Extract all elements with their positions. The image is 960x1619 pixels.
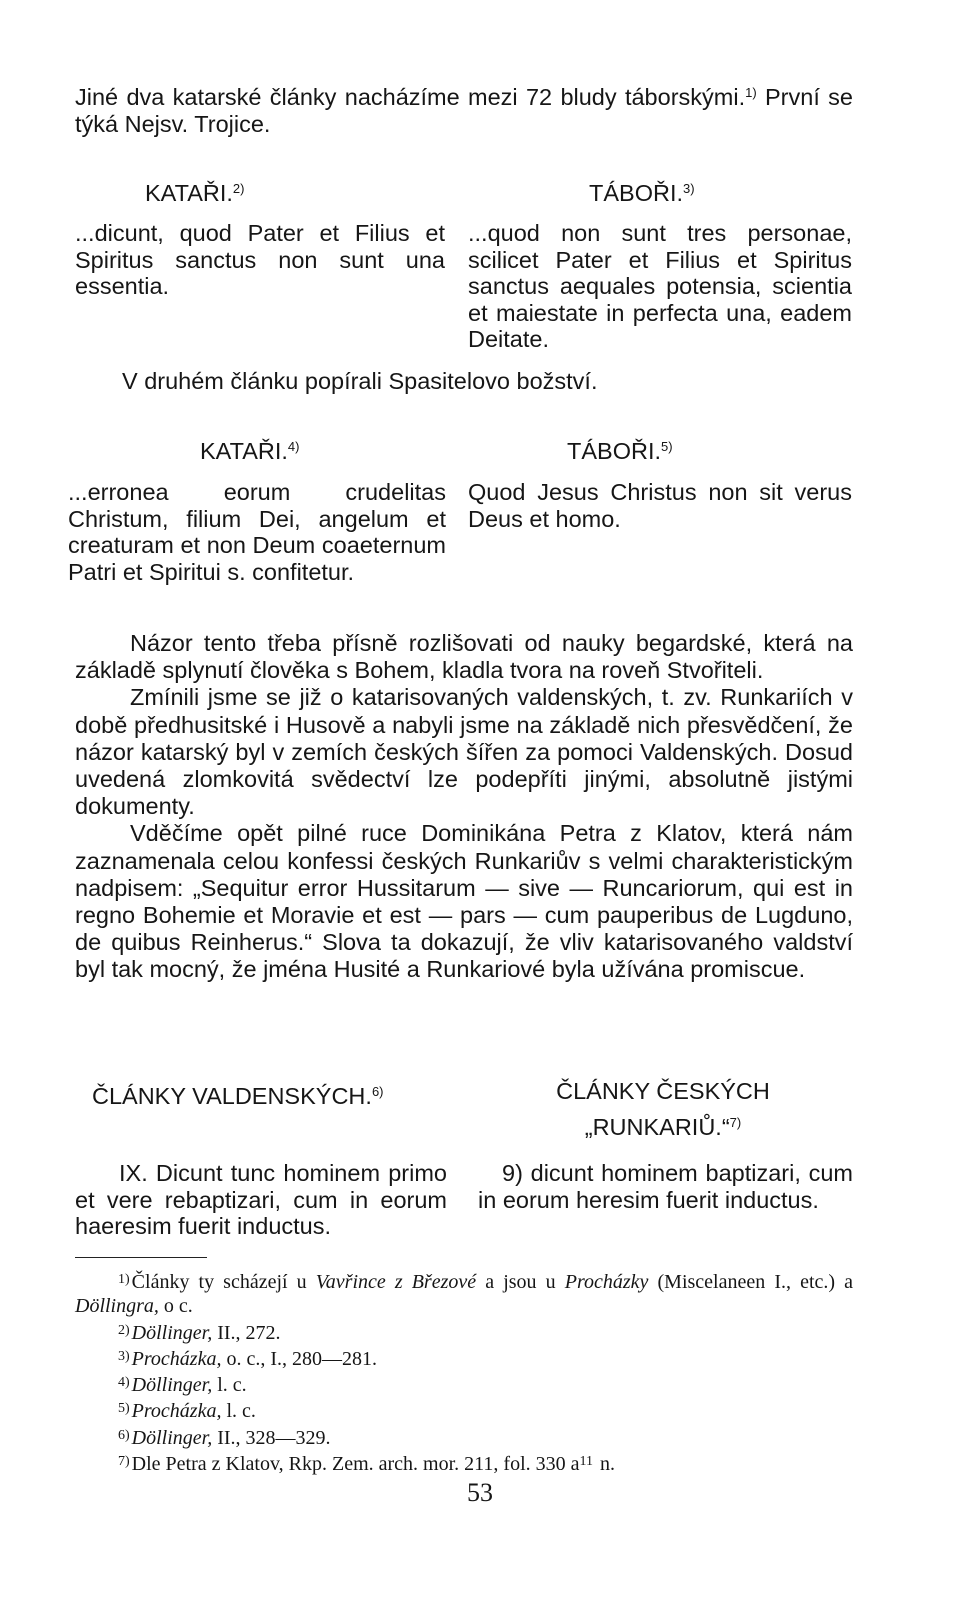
block2-left-title: KATAŘI.$^{4)}$ bbox=[200, 438, 300, 464]
block3-right-title: ČLÁNKY ČESKÝCH „RUNKARIŮ.“$^{7)}$ bbox=[556, 1078, 770, 1140]
footnote-7: $^{7)}$ Dle Petra z Klatov, Rkp. Zem. arch. mor. 211, fol. 330 a$^{11}$ n. bbox=[118, 1453, 616, 1476]
block1-right-text: ...quod non sunt tres personae, scilicet Pater et Filius et Spiritus sanctus aequales potensia, scientia et maiestate in perfecta una, eadem Deitate. bbox=[468, 220, 852, 353]
footnote-3: $^{3)}$ Procházka, o. c., I., 280—281. bbox=[118, 1347, 378, 1370]
footnote-rule bbox=[75, 1257, 207, 1258]
block3-left-title: ČLÁNKY VALDENSKÝCH.$^{6)}$ bbox=[92, 1083, 384, 1109]
paragraph: Vděčíme opět pilné ruce Dominikána Petra z Klatov, která nám zaznamenala celou konfessi českých Runkariův s velmi charakteristickým nadpisem: „Sequitur error Hussitarum — sive — Runcariorum, qui est in regno Bohemie et Moravie et est — pars — cum pauperibus de Lugduno, de quibus Reinherus.“ Slova ta dokazují, že vliv katarisovaného valdství byl tak mocný, že jména Husité a Runkariové byla užívána promiscue. bbox=[75, 820, 853, 983]
paragraph: Zmínili jsme se již o katarisovaných valdenských, t. zv. Runkariích v době předhusitské i Husově a nabyli jsme na základě nich přesvědčení, že názor katarský byl v zemích českých šířen za pomoci Valdenských. Dosud uvedená zlomkovitá svědectví lze podepříti jinými, absolutně jistými dokumenty. bbox=[75, 684, 853, 820]
block3-right-text: 9) dicunt hominem baptizari, cum in eorum heresim fuerit inductus. bbox=[478, 1160, 853, 1213]
block1-right-title: TÁBOŘI.$^{3)}$ bbox=[589, 180, 695, 206]
footnote-5: $^{5)}$ Procházka, l. c. bbox=[118, 1400, 256, 1423]
intro-paragraph: Jiné dva katarské články nacházíme mezi 72 bludy táborskými.$^{1)}$ První se týká Nejsv. Trojice. bbox=[75, 84, 854, 138]
paragraph: Názor tento třeba přísně rozlišovati od nauky begardské, která na základě splynutí člověka s Bohem, kladla tvora na roveň Stvořiteli. bbox=[75, 630, 853, 684]
block3-left-text: IX. Dicunt tunc hominem primo et vere rebaptizari, cum in eorum haeresim fuerit inductus. bbox=[75, 1160, 447, 1240]
block1-left-title: KATAŘI.$^{2)}$ bbox=[145, 180, 245, 206]
page-number: 53 bbox=[467, 1478, 493, 1507]
footnote-2: $^{2)}$ Döllinger, II., 272. bbox=[118, 1321, 281, 1344]
footnote-4: $^{4)}$ Döllinger, l. c. bbox=[118, 1374, 247, 1397]
footnote-1: $^{1)}$ Články ty scházejí u Vavřince z Březové a jsou u Procházky (Miscelaneen I., etc.) a Döllingra, o c. bbox=[75, 1271, 854, 1318]
footnote-6: $^{6)}$ Döllinger, II., 328—329. bbox=[118, 1426, 331, 1449]
footnotes bbox=[75, 1268, 853, 1476]
block2-right-title: TÁBOŘI.$^{5)}$ bbox=[567, 438, 673, 464]
block1-left-text: ...dicunt, quod Pater et Filius et Spiritus sanctus non sunt una essentia. bbox=[75, 220, 445, 300]
mid-line: V druhém článku popírali Spasitelovo božství. bbox=[122, 368, 598, 394]
block2-right-text: Quod Jesus Christus non sit verus Deus et homo. bbox=[468, 479, 852, 532]
block2-left-text: ...erronea eorum crudelitas Christum, filium Dei, angelum et creaturam et non Deum coaeternum Patri et Spiritui s. confitetur. bbox=[68, 479, 446, 585]
body-text bbox=[75, 630, 853, 984]
